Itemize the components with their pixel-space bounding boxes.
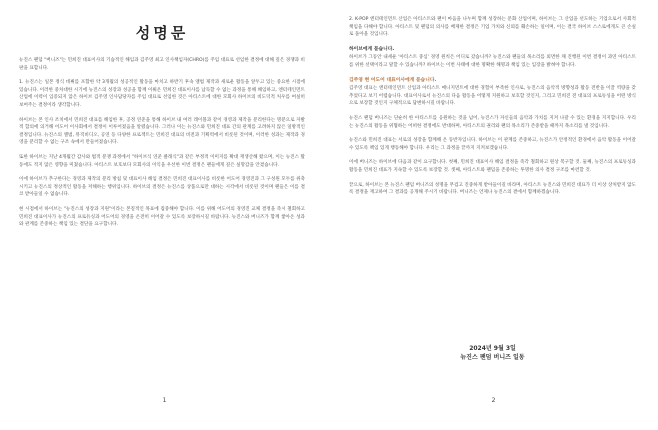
page1-paragraph-3: 하이브는 본 인사 조치에서 민희진 대표를 해임한 후, 공정 연준을 통해 하이브 내 여러 레이블과 같이 경영과 제작을 분리한다는 명분으로 자발적 합의에 의거해 어도어 이사회에서 결정이 이루어졌음을 알렸습니다. 그러나 이는 뉴진스와 민희진 대표 간의 관계를 고려하지 않은 일방적인 결정입니다. 뉴진스의 앨범, 뮤직비디오, 공연 등 다양한 프로젝트는 민희진 대표의 비전과 기획력에서 비롯된 것이며, 이러한 성과는 제작과 경영을 분리할 수 없는 구조 속에서 만들어졌습니다.: [19, 117, 305, 146]
page-number-1: 1: [162, 397, 167, 404]
page1-paragraph-5: 이에 하이브가 추구한다는 경영과 제작의 분리 방침 및 대표이사 해임 결정은 민희진 대표이사를 비롯한 어도어 경영진과 그 구성원 모두를 위축시키고 뉴진스의 정상적인 활동을 저해하는 행위입니다. 하이브의 결정은 뉴진스를 상품으로만 대하는 시각에서 비롯된 것이며 팬들은 이를 결코 받아들일 수 없습니다.: [19, 177, 305, 198]
page2-section-4-text: 뉴진스와 민희진 대표는 서로의 성장을 함께해 온 동반자입니다. 하이브는 이 관계를 존중하고, 뉴진스가 안정적인 환경에서 음악 활동을 이어갈 수 있도록 책임 있게 행동해야 합니다. 우리는 그 과정을 끝까지 지켜보겠습니다.: [349, 138, 636, 151]
page2-section-1-text: 하이브가 그동안 내세운 '아티스트 중심' 경영 원칙은 어디로 갔습니까? 뉴진스와 팬들의 목소리를 외면한 채 진행된 이번 결정이 과연 아티스트를 위한 선택이라고 말할 수 있습니까? 하이브는 이번 사태에 대한 명확한 해명과 책임 있는 입장을 밝혀야 합니다.: [349, 55, 636, 68]
page2-section-2-text: 김주영 대표는 엔터테인먼트 산업과 아티스트 매니지먼트에 대한 경험이 부족한 인사로, 뉴진스의 음악적 방향성과 활동 전반을 이끌 역량을 갖추었다고 보기 어렵습니다. 대표이사로서 뉴진스의 다음 활동을 어떻게 지원하고 보호할 것인지, 그리고 민희진 전 대표의 프로듀싱을 어떤 방식으로 보장할 것인지 구체적으로 답변하시길 바랍니다.: [349, 86, 636, 107]
page2-section-3-text: 뉴진스 팬덤 버니즈는 단순히 한 아티스트를 응원하는 것을 넘어, 뉴진스가 자신들의 음악과 가치를 지켜 나갈 수 있는 환경을 지지합니다. 우리는 뉴진스의 활동을 위협하는 어떠한 결정에도 반대하며, 아티스트의 권리와 팬의 목소리가 존중받을 때까지 목소리를 낼 것입니다.: [349, 115, 636, 129]
page1-paragraph-4: 또한 하이브는 지난 4개월간 감사와 법적 분쟁 과정에서 "하이브식 연준 클래식"과 같은 부정적 이미지를 확대 재생산해 왔으며, 이는 뉴진스 활동에도 적지 않은 영향을 미쳤습니다. 아티스트 보호보다 모회사의 이익을 우선한 이번 결정은 팬들에게 깊은 실망감을 안겼습니다.: [19, 154, 305, 168]
page1-paragraph-2: 1. 뉴진스는 일본 정식 데뷔를 포함한 약 3개월의 성공적인 활동을 마치고 하반기 후속 앨범 제작과 새로운 활동을 앞두고 있는 중요한 시점에 있습니다. 이러한 중차대한 시기에 뉴진스의 성장과 성공을 함께 이뤄온 민희진 대표이사를 납득할 수 없는 과정을 통해 해임하고, 엔터테인먼트 산업에 이력이 입증되지 않은 하이브 김주영 인사담당자를 주임 대표로 선임한 것은 아티스트에 대한 모회사 하이브의 비도덕적 처우를 여실히 보여주는 결정이라 생각합니다.: [19, 80, 305, 108]
page1-paragraph-1: 뉴진스 팬덤 "버니즈"는 민희진 대표이사의 기습적인 해임과 김주영 최고 인사책임자(CHRO)를 주임 대표로 선임한 결정에 대해 깊은 경쟁과 비판을 표합니다.: [19, 58, 305, 71]
page1-paragraph-6: 현 시점에서 하이브는 "뉴진스의 성장과 지원"이라는 본질적인 목표에 집중해야 합니다. 이를 위해 어도어의 경영진 교체 결정을 즉시 철회하고 민희진 대표이사가 뉴진스의 프로듀싱과 어도어의 경영을 온전히 이어갈 수 있도록 보장하시길 바랍니다. 뉴진스와 버니즈가 함께 쌓아온 성과와 관계를 존중하는 책임 있는 결단을 요구합니다.: [19, 206, 305, 228]
signature-date: 2024년 9월 3일: [469, 345, 516, 352]
page2-section-6-text: 끝으로, 하이브는 본 뉴진스 팬덤 버니즈의 성명을 무겁고 진중하게 받아들이길 바라며, 아티스트 뉴진스와 민희진 대표가 더 이상 상처받지 않도록 결정을 재고하여 그 결과를 공개해 주시기 바랍니다. 버니즈는 언제나 뉴진스의 곁에서 함께하겠습니다.: [349, 182, 636, 196]
document-title: 성명문: [135, 24, 189, 42]
page2-heading-hybe: 하이브에게 묻습니다.: [349, 46, 395, 52]
signature-name: 뉴진스 팬덤 버니즈 일동: [460, 354, 525, 361]
document-page-2: [329, 0, 658, 430]
page-number-2: 2: [491, 397, 496, 404]
page2-heading-ceo: 김주영 현 어도어 대표이사에게 묻습니다.: [349, 77, 437, 83]
page2-section-5-text: 이에 버니즈는 하이브에 다음과 같이 요구합니다. 첫째, 민희진 대표이사 해임 결정을 즉각 철회하고 원상 복구할 것. 둘째, 뉴진스의 프로듀싱과 활동을 민희진 대표가 지속할 수 있도록 보장할 것. 셋째, 아티스트와 팬덤을 존중하는 투명한 의사 결정 구조를 마련할 것.: [349, 160, 636, 173]
signature-block: [349, 344, 636, 362]
page2-paragraph-intro: 2. K-POP 엔터테인먼트 산업은 아티스트와 팬이 마음을 나누며 함께 성장하는 문화 산업이며, 하이브는 그 산업을 선도하는 기업으로서 사회적 책임을 다해야 합니다. 아티스트 및 팬덤의 의사를 배제한 결정은 기업 가치와 신뢰를 훼손하는 일이며, 이는 결국 하이브 스스로에게도 큰 손실로 돌아올 것입니다.: [349, 17, 636, 38]
